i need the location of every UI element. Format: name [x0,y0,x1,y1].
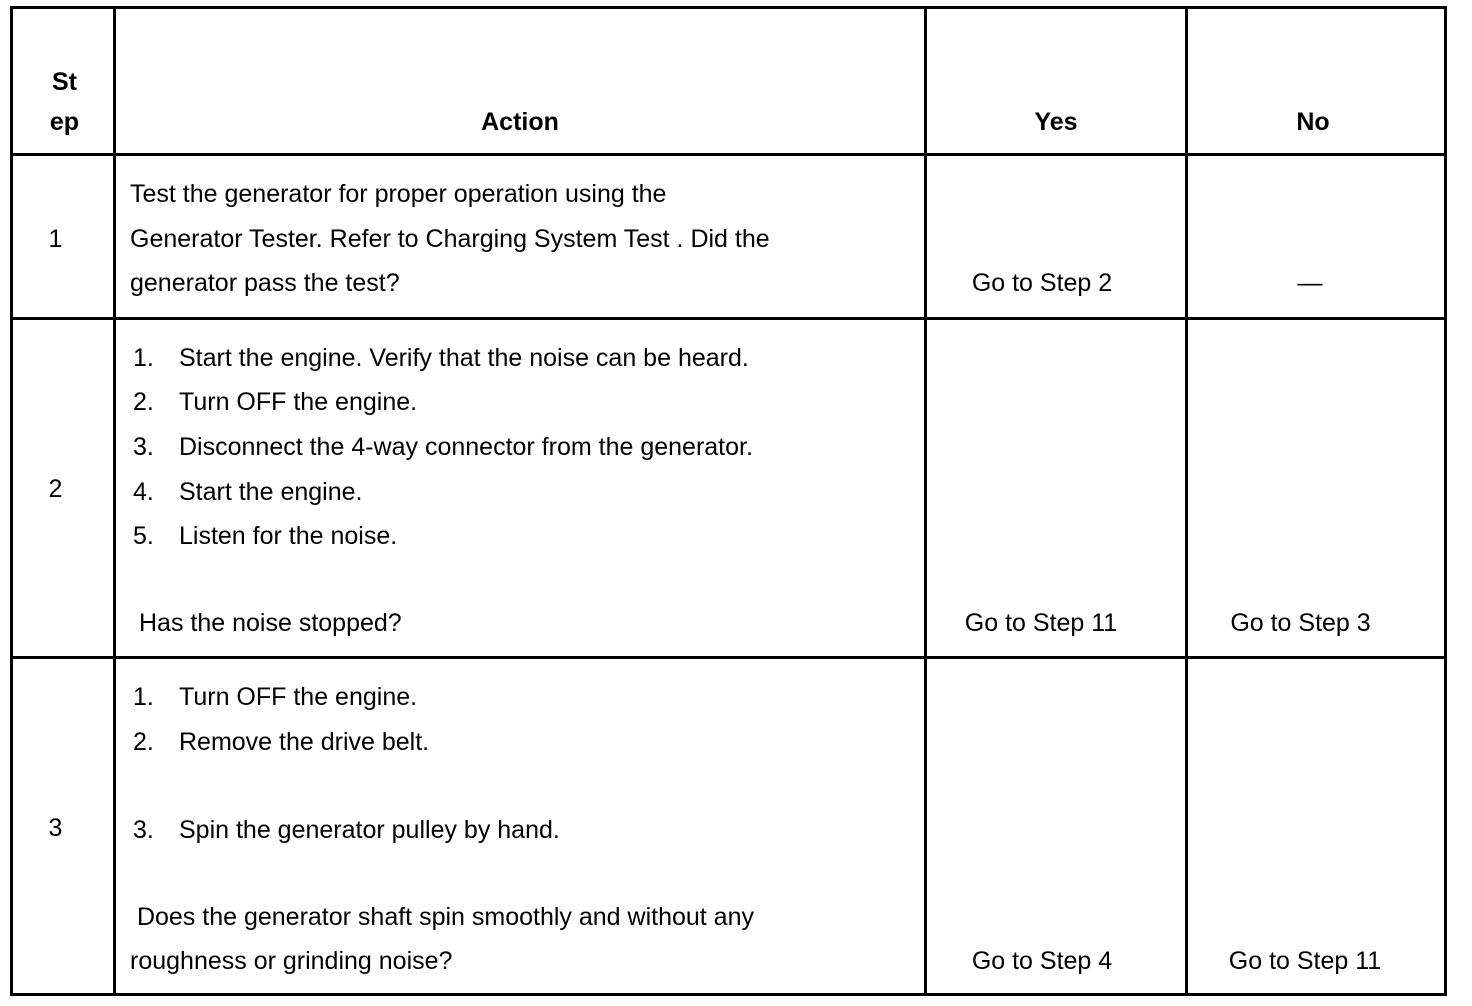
row-divider [13,317,1444,320]
step-number: 3 [48,814,63,842]
yes-result: Go to Step 2 [971,269,1113,297]
list-item: Remove the drive belt. [179,728,430,756]
action-text: Generator Tester. Refer to Charging System Test . Did the [130,225,770,253]
action-text: generator pass the test? [130,269,400,297]
list-number: 4. [133,478,154,506]
header-action: Action [481,108,559,136]
question-text: Does the generator shaft spin smoothly and without any [130,903,754,931]
yes-result: Go to Step 4 [971,947,1113,975]
question-text: roughness or grinding noise? [130,947,453,975]
column-divider [924,9,927,993]
step-number: 1 [48,225,63,253]
list-number: 2. [133,388,154,416]
row-divider [13,153,1444,156]
list-number: 1. [133,344,154,372]
header-no: No [1296,108,1330,136]
list-item: Disconnect the 4-way connector from the generator. [179,433,753,461]
list-item: Turn OFF the engine. [179,683,418,711]
yes-result: Go to Step 11 [964,609,1118,637]
column-divider [1185,9,1188,993]
header-step-line-2: ep [49,108,80,136]
action-text: Test the generator for proper operation using the [130,180,667,208]
column-divider [113,9,116,993]
list-item: Listen for the noise. [179,522,398,550]
list-number: 5. [133,522,154,550]
list-item: Start the engine. Verify that the noise can be heard. [179,344,749,372]
no-result: Go to Step 11 [1228,947,1382,975]
list-item: Spin the generator pulley by hand. [179,816,560,844]
row-divider [13,656,1444,659]
header-yes: Yes [1034,108,1078,136]
step-number: 2 [48,475,63,503]
no-result: — [1297,269,1323,297]
list-item: Turn OFF the engine. [179,388,418,416]
list-number: 2. [133,728,154,756]
no-result: Go to Step 3 [1230,609,1371,637]
list-item: Start the engine. [179,478,363,506]
header-step-line-1: St [52,68,77,96]
list-number: 3. [133,433,154,461]
diagnostic-table [10,6,1447,996]
question-text: Has the noise stopped? [139,609,402,637]
list-number: 3. [133,816,154,844]
list-number: 1. [133,683,154,711]
